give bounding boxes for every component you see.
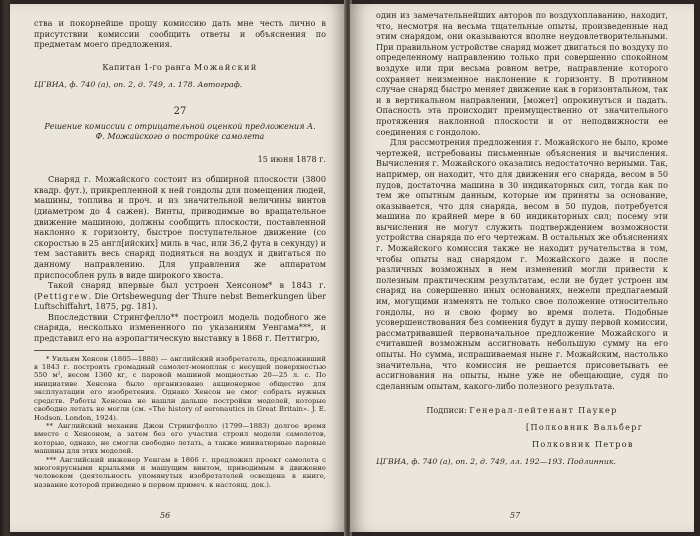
archive-reference: ЦГВИА, ф. 740 (а), оп. 2, д. 749, л. 178. Автограф. xyxy=(34,80,243,90)
left-page-text xyxy=(34,18,326,489)
signature-line xyxy=(34,62,326,73)
footnote: *** Английский инженер Уенгам в 1866 г. предложил проект самолета с многоярусными крыльями и машущим винтом, приводимым в движение человеком (деятельность упомянутых изобретателей освещена в книге, название которой приведено в первом примеч. к настоящ. док.). xyxy=(34,455,326,489)
signer: Полковник Петров xyxy=(532,438,634,449)
paragraph xyxy=(34,280,326,312)
paragraph: Снаряд г. Можайского состоит из обширной плоскости (3800 квадр. фут.), прикрепленной к ней гондолы для помещения людей, машины, топлива и проч. и из значительной величины винтов (диаметром до 4 сажен). Винты, приводимые во вращательное движение машиною, должны сообщить плоскости, поставленной наклонно к горизонту, быстрое поступательное движение (со скоростью в 25 англ[ийских] миль в час, или 36,2 фута в секунду) и тем заставить весь снаряд подняться на воздух и двигаться по данному направлению. Для управления же аппаратом приспособлен руль в виде широкого хвоста. xyxy=(34,174,326,280)
document-title: Решение комиссии с отрицательной оценкой предложения А. Ф. Можайского о постройке самолета xyxy=(44,121,316,141)
document-number: 27 xyxy=(173,105,187,117)
signer: [Полковник Вальберг xyxy=(526,421,644,432)
footnote: ** Английский механик Джон Стрингфелло (1799—1883) долгое время вместе с Хенсоном, а затем без его участия строил модели самолетов, которые, однако, не смогли свободно летать, а также миниатюрные паровые машины для этих моделей. xyxy=(34,421,326,456)
intro-paragraph: ства и покорнейше прошу комиссию дать мне честь лично в присутствии комиссии сообщить ответы и объяснения по предметам моего предложения. xyxy=(34,18,326,50)
signer: Генерал-лейтенант Паукер xyxy=(469,405,618,416)
footnote-divider xyxy=(34,350,144,351)
paragraph: один из замечательнейших авторов по воздухоплаванию, находит, что, несмотря на весьма тщательные опыты, произведенные над этим снарядом, они оказываются вполне неудовлетворительными. При правильном устройстве снаряд может двигаться по воздуху по определенному направлению только при совершенно спокойном воздухе или при весьма ровном ветре, направление которого сохраняет неизменное наклонение к горизонту. В противном случае снаряд быстро меняет движение как в горизонтальном, так и в вертикальном направлении, [может] опрокинуться и падать. Опасность эта происходит преимущественно от значительного протяжения наклонной плоскости и от неподвижности ее соединения с гондолою. xyxy=(376,10,668,137)
paragraph: Впоследствии Стрингфелло** построил модель подобного же снаряда, несколько измененного по указаниям Уенгама***, и представил его на аэропагтическую выставку в 1868 г. Петтигрю, xyxy=(34,311,326,344)
paragraph-text: Такой снаряд впервые был устроен Хенсоном* в 1843 г. ( xyxy=(34,280,326,301)
signers-label: Подписи: xyxy=(426,405,467,416)
page-number: 56 xyxy=(160,511,171,520)
left-page xyxy=(10,4,346,532)
paragraph: Для рассмотрения предложения г. Можайского не было, кроме чертежей, истребованы письменные объяснения и вычисления. Вычисления г. Можайского оказались недостаточно верными. Так, например, он находит, что для движения его снаряда, весом в 50 пудов, достаточна машина в 30 индикаторных сил, тогда как по тем же опытным данным, которые им приняты за основание, оказывается, что для снаряда, весом в 50 пудов, потребуется машина по крайней мере в 60 индикаторных сил; посему эти вычисления не могут служить подтверждением возможности устройства снаряда по его чертежам. В остальных же объяснениях г. Можайского комиссия также не находит ручательства в том, чтобы опыты над снарядом г. Можайского даже и после различных возможных в нем изменений могли привести к полезным практическим результатам, если не будет устроен им снаряд на совершенно иных основаниях, нежели предлагаемый им, могущими изменять не только свое положение относительно гондолы, но и свою форму во время полета. Подобные усовершенствования без сомнения будут в душу первой комиссии, рассматривавшей первоначальное предложение Можайского и считавшей возможным ассигновать небольшую сумму на его опыты. Но сумма, испрашиваемая ныне г. Можайским, настолько значительна, что комиссия не решается присоветывать ее ассигнования на опыты, ныне уже не обещающие, судя по сделанным опытам, какого-либо полезного результата. xyxy=(376,137,668,391)
signature-name: Можайский xyxy=(193,61,258,72)
archive-reference: ЦГВИА, ф. 740 (а), оп. 2, д. 749, лл. 192—193. Подлинник. xyxy=(376,457,617,467)
footnote: * Уильям Хенсон (1805—1888) — английский изобретатель, предложивший в 1843 г. построить громадный самолет-моноплан с несущей поверхностью 550 м², весом 1360 кг, с паровой машиной мощностью 20—25 л. с. По инициативе Хенсона было организовано акционерное общество для эксплуатации его изобретения. Однако Хенсон не смог собрать нужных средств. Работы Хенсона не нашли дальше постройки моделей, которые свободно летать не могли (см. «The history of aeronautics in Great Britain». J. E. Hodson. London, 1924). xyxy=(34,354,326,422)
signers-row xyxy=(376,405,668,416)
paragraph-text: . Die Ortsbewegung der Thure nebst Bemerkungen über Luftschiffahrt, 1875, pg. 181). xyxy=(34,290,326,312)
author-name: Pettigrew xyxy=(37,290,89,301)
signature-rank: Капитан 1-го ранга xyxy=(102,61,191,72)
signatures-block xyxy=(376,405,668,449)
right-page-text xyxy=(376,10,668,468)
document-date: 15 июня 1878 г. xyxy=(257,153,326,164)
page-number: 57 xyxy=(510,511,521,520)
right-page xyxy=(350,4,694,532)
